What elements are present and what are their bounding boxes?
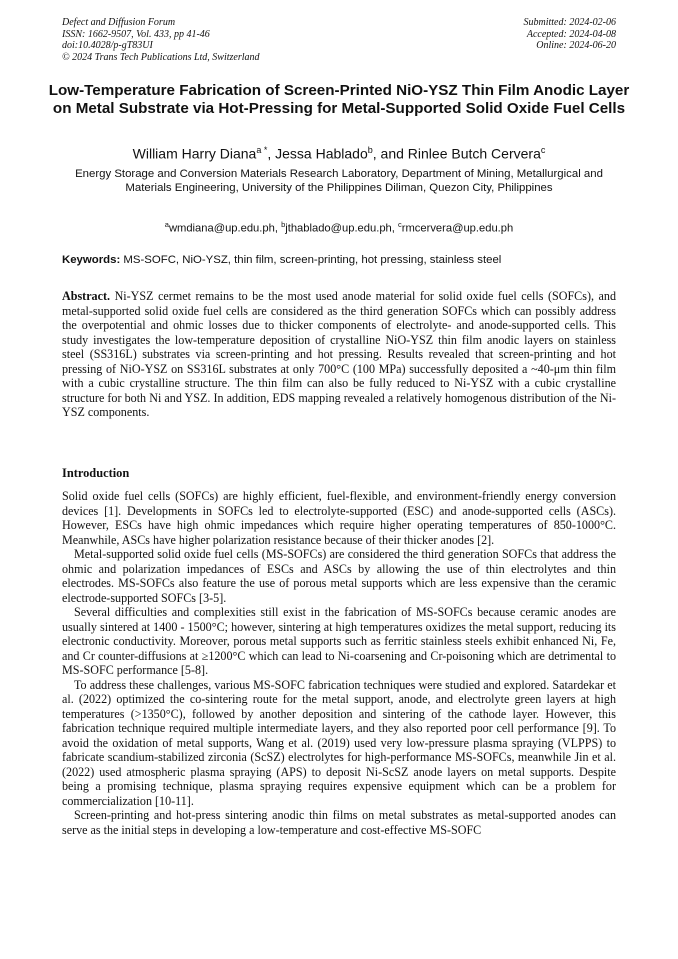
journal-info: [62, 17, 260, 63]
journal-doi: doi:10.4028/p-gT83UI: [62, 40, 153, 51]
journal-name: Defect and Diffusion Forum: [62, 17, 176, 28]
email-b-mark: b: [281, 220, 286, 229]
date-submitted: Submitted: 2024-02-06: [523, 17, 616, 28]
author-emails: [62, 218, 616, 236]
publication-dates: [524, 17, 617, 52]
email-a-mark: a: [164, 220, 169, 229]
affiliation: Energy Storage and Conversion Materials Research Laboratory, Department of Mining, Metallurgical and Materials Engineering, University of the Philippines Diliman, Quezon City, Philippines: [75, 168, 603, 194]
keywords-text: MS-SOFC, NiO-YSZ, thin film, screen-printing, hot pressing, stainless steel: [120, 254, 502, 266]
abstract: [62, 289, 616, 420]
author-1-name: William Harry Diana: [132, 145, 257, 162]
journal-issn: ISSN: 1662-9507, Vol. 433, pp 41-46: [62, 28, 210, 40]
abstract-label: Abstract.: [62, 289, 111, 303]
introduction-body: [62, 489, 616, 837]
email-a-link[interactable]: wmdiana@up.edu.ph,: [168, 222, 282, 235]
author-list: [40, 142, 638, 163]
journal-copyright: © 2024 Trans Tech Publications Ltd, Switzerland: [62, 51, 260, 63]
author-3-name: , and Rinlee Butch Cervera: [372, 145, 541, 162]
intro-paragraph: Solid oxide fuel cells (SOFCs) are highly efficient, fuel-flexible, and environment-friendly energy conversion devices [1]. Developments in SOFCs led to electrolyte-supported (ESC) and anode-supported cells (ASCs). However, ESCs have high ohmic impedances which require higher operating temperatures of 850-1000°C. Meanwhile, ASCs have higher polarization resistance because of their thicker anodes [2].: [62, 489, 616, 547]
intro-paragraph: To address these challenges, various MS-SOFC fabrication techniques were studied and explored. Satardekar et al. (2022) optimized the co-sintering route for the metal support, anode, and electrolyte green layers at high temperatures (>1350°C), followed by another deposition and sintering of the cathode layer. However, this fabrication technique required multiple intermediate layers, and they also reported poor cell performance [9]. To avoid the oxidation of metal supports, Wang et al. (2019) used very low-pressure plasma spraying (VLPPS) to fabricate scandium-stabilized zirconia (ScSZ) electrolytes for high-performance MS-SOFCs, meanwhile Jin et al. (2022) used atmospheric plasma spraying (APS) to deposit Ni-ScSZ anode layers on metal supports. Despite being a promising technique, plasma spraying requires expensive equipment which can be a problem for commercialization [10-11].: [62, 677, 616, 808]
intro-paragraph: Several difficulties and complexities still exist in the fabrication of MS-SOFCs because ceramic anodes are usually sintered at 1400 - 1500°C; however, sintering at high temperatures oxidizes the metal support, reducing its electronic conductivity. Moreover, porous metal supports such as ferritic stainless steels exhibit enhanced Ni, Fe, and Cr counter-diffusions at ≥1200°C which can lead to Ni-coarsening and Cr-poisoning which are detrimental to MS-SOFC performance [5-8].: [62, 605, 616, 677]
email-b-link[interactable]: jthablado@up.edu.ph,: [285, 222, 398, 235]
abstract-text: Ni-YSZ cermet remains to be the most used anode material for solid oxide fuel cells (SOFCs), and metal-supported solid oxide fuel cells are considered as the third generation SOFCs which can possibly address the overpotential and ohmic losses due to thicker components of electrolyte- and anode-supported cells. This study investigates the low-temperature deposition of crystalline NiO-YSZ thin film anodic layers on stainless steel (SS316L) substrates via screen-printing and hot pressing. Results revealed that screen-printing and hot pressing of NiO-YSZ on SS316L substrates at only 700°C (100 MPa) successfully deposited a ~40-μm thin film with a cubic crystalline structure. The thin film can also be fully reduced to Ni-YSZ with a cubic crystalline structure for both Ni and YSZ. In addition, EDS mapping revealed a relatively homogenous distribution of the Ni-YSZ components.: [62, 289, 616, 419]
author-2-name: , Jessa Hablado: [267, 145, 368, 162]
section-heading-introduction: Introduction: [62, 466, 130, 480]
keywords: [62, 253, 616, 267]
date-online: Online: 2024-06-20: [536, 40, 616, 51]
author-2-affil-mark: b: [367, 145, 373, 155]
author-3-affil-mark: c: [540, 145, 546, 155]
email-c-mark: c: [398, 220, 402, 229]
author-1-affil-mark: a *: [256, 145, 268, 155]
intro-paragraph: Metal-supported solid oxide fuel cells (MS-SOFCs) are considered the third generation SOFCs that address the ohmic and polarization impedances of ESCs and ASCs by allowing the use of thin electrolytes and thin electrodes. MS-SOFCs also feature the use of porous metal supports which are less expensive than the ceramic electrode-supported SOFCs [3-5].: [62, 547, 616, 605]
email-c-link[interactable]: rmcervera@up.edu.ph: [401, 222, 514, 235]
intro-paragraph: Screen-printing and hot-press sintering anodic thin films on metal substrates as metal-supported anodes can serve as the initial steps in developing a low-temperature and cost-effective MS-SOFC: [62, 808, 616, 837]
paper-title: Low-Temperature Fabrication of Screen-Printed NiO-YSZ Thin Film Anodic Layer on Metal Substrate via Hot-Pressing for Metal-Supported Solid Oxide Fuel Cells: [48, 82, 630, 117]
date-accepted: Accepted: 2024-04-08: [526, 28, 616, 40]
keywords-label: Keywords:: [62, 254, 121, 266]
